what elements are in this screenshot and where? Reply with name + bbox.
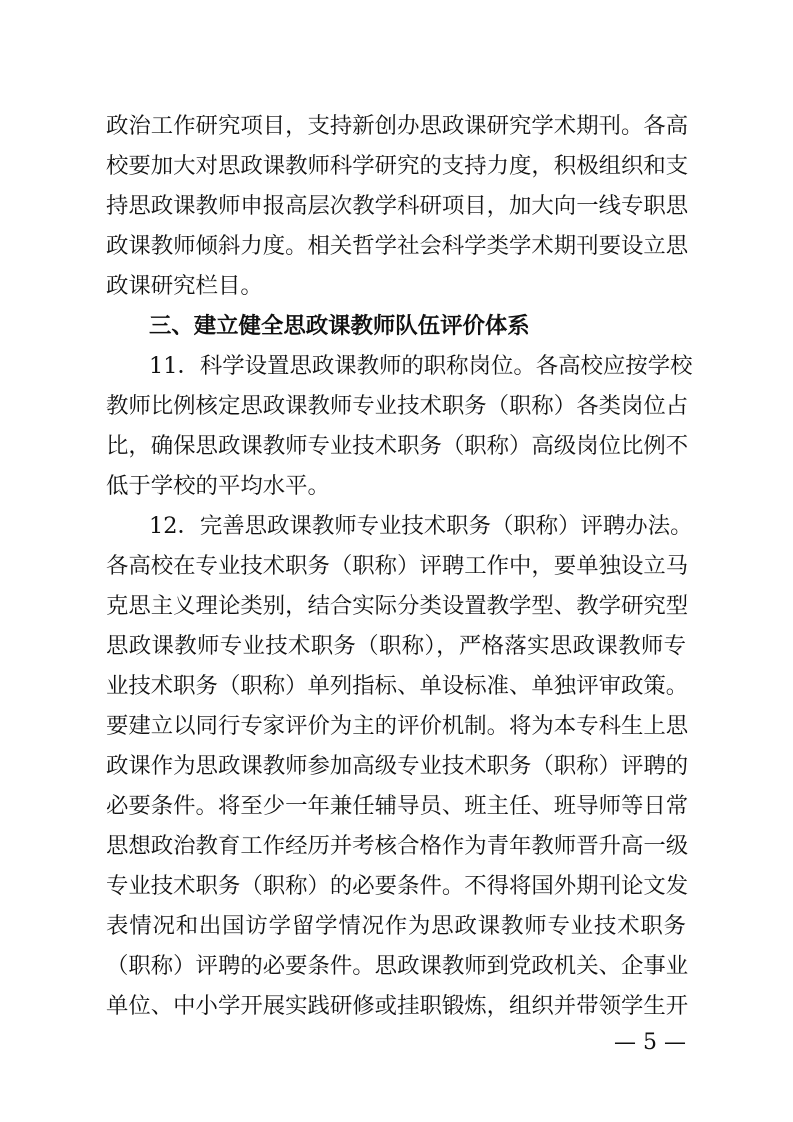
section-heading: 三、建立健全思政课教师队伍评价体系 xyxy=(149,313,530,339)
text-line-19: 思想政治教育工作经历并考核合格作为青年教师晋升高一级 xyxy=(106,833,689,859)
text-line-16: 要建立以同行专家评价为主的评价机制。将为本专科生上思 xyxy=(106,713,689,739)
text-line-13: 克思主义理论类别，结合实际分类设置教学型、教学研究型 xyxy=(106,593,689,619)
text-line-14: 思政课教师专业技术职务（职称），严格落实思政课教师专 xyxy=(106,633,686,659)
text-line-21: 表情况和出国访学留学情况作为思政课教师专业技术职务 xyxy=(106,913,686,939)
text-line-7: 11．科学设置思政课教师的职称岗位。各高校应按学校 xyxy=(149,353,693,379)
text-line-23: 单位、中小学开展实践研修或挂职锻炼，组织并带领学生开 xyxy=(106,993,689,1019)
text-line-15: 业技术职务（职称）单列指标、单设标准、单独评审政策。 xyxy=(106,673,689,699)
text-line-10: 低于学校的平均水平。 xyxy=(106,473,330,499)
text-line-2: 校要加大对思政课教师科学研究的支持力度，积极组织和支 xyxy=(106,153,689,179)
text-line-22: （职称）评聘的必要条件。思政课教师到党政机关、企事业 xyxy=(106,953,689,979)
text-line-12: 各高校在专业技术职务（职称）评聘工作中，要单独设立马 xyxy=(106,553,689,579)
text-line-1: 政治工作研究项目，支持新创办思政课研究学术期刊。各高 xyxy=(106,113,689,139)
text-line-8: 教师比例核定思政课教师专业技术职务（职称）各类岗位占 xyxy=(106,393,689,419)
text-line-11: 12．完善思政课教师专业技术职务（职称）评聘办法。 xyxy=(149,513,693,539)
text-line-17: 政课作为思政课教师参加高级专业技术职务（职称）评聘的 xyxy=(106,753,689,779)
text-line-3: 持思政课教师申报高层次教学科研项目，加大向一线专职思 xyxy=(106,193,689,219)
text-line-18: 必要条件。将至少一年兼任辅导员、班主任、班导师等日常 xyxy=(106,793,689,819)
page-number: — 5 — xyxy=(614,1030,686,1055)
text-line-20: 专业技术职务（职称）的必要条件。不得将国外期刊论文发 xyxy=(106,873,689,899)
text-line-9: 比，确保思政课教师专业技术职务（职称）高级岗位比例不 xyxy=(106,433,689,459)
text-line-4: 政课教师倾斜力度。相关哲学社会科学类学术期刊要设立思 xyxy=(106,233,689,259)
text-line-5: 政课研究栏目。 xyxy=(106,273,263,299)
